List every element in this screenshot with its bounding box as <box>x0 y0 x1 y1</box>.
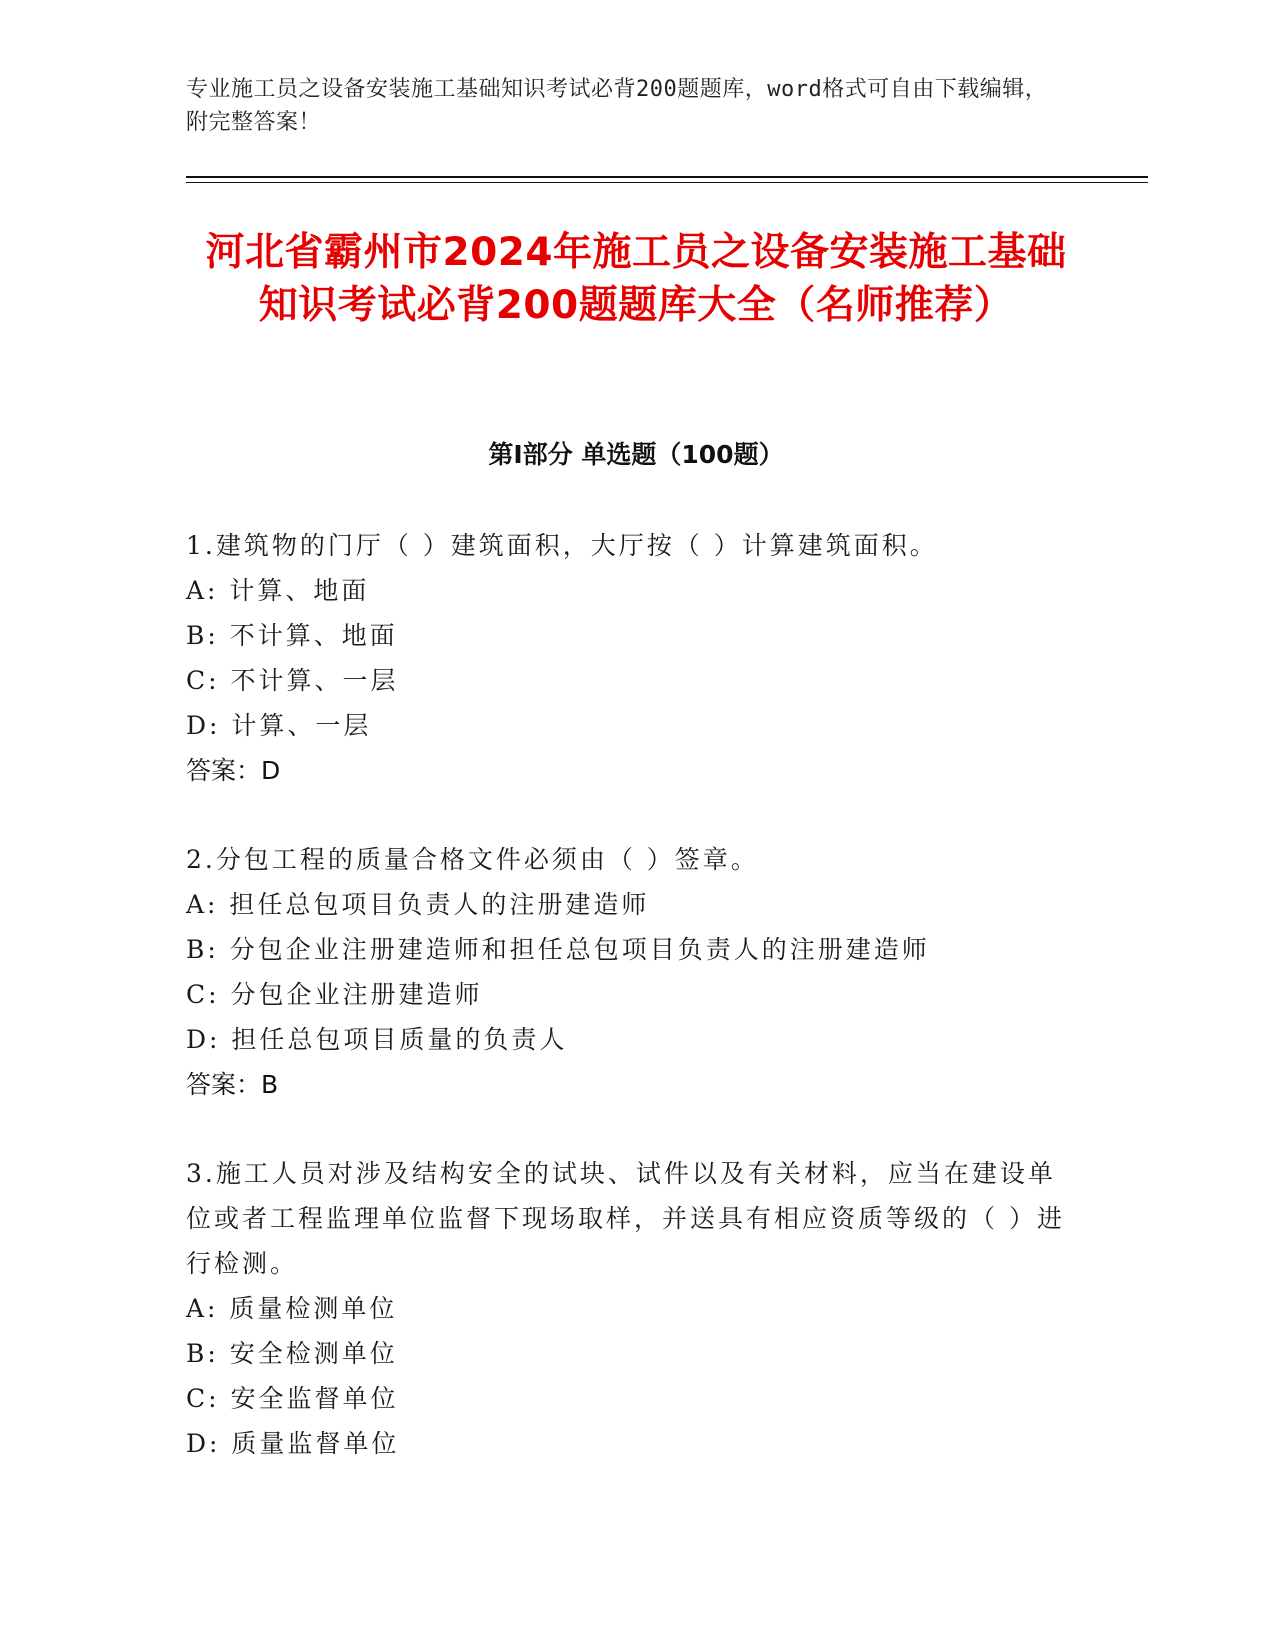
header-divider-thick <box>186 176 1148 178</box>
option-a: A: 担任总包项目负责人的注册建造师 <box>186 890 650 919</box>
option-a: A: 计算、地面 <box>186 576 370 605</box>
answer-line: 答案：D <box>186 756 281 785</box>
option-b: B: 不计算、地面 <box>186 621 398 650</box>
answer-line: 答案：B <box>186 1070 279 1099</box>
option-d: D: 担任总包项目质量的负责人 <box>186 1025 568 1054</box>
section-title: 第I部分 单选题（100题） <box>488 440 784 469</box>
question-stem: 1.建筑物的门厅（ ）建筑面积，大厅按（ ）计算建筑面积。 <box>186 531 938 560</box>
option-b: B: 分包企业注册建造师和担任总包项目负责人的注册建造师 <box>186 935 930 964</box>
option-d: D: 质量监督单位 <box>186 1429 400 1458</box>
option-c: C: 安全监督单位 <box>186 1384 399 1413</box>
question-stem: 2.分包工程的质量合格文件必须由（ ）签章。 <box>186 845 759 874</box>
question-item <box>186 837 1066 1107</box>
question-item <box>186 1151 1066 1466</box>
question-stem: 3.施工人员对涉及结构安全的试块、试件以及有关材料，应当在建设单位或者工程监理单位监督下现场取样，并送具有相应资质等级的（ ）进行检测。 <box>186 1159 1065 1278</box>
question-item <box>186 523 1066 793</box>
option-a: A: 质量检测单位 <box>186 1294 398 1323</box>
header-note: 专业施工员之设备安装施工基础知识考试必背200题题库，word格式可自由下载编辑，附完整答案！ <box>186 77 1048 135</box>
option-c: C: 分包企业注册建造师 <box>186 980 483 1009</box>
header-divider-thin <box>186 182 1148 183</box>
option-c: C: 不计算、一层 <box>186 666 399 695</box>
question-list <box>186 523 1066 1510</box>
option-d: D: 计算、一层 <box>186 711 372 740</box>
document-title: 河北省霸州市2024年施工员之设备安装施工基础知识考试必背200题题库大全（名师推荐） <box>205 230 1067 328</box>
option-b: B: 安全检测单位 <box>186 1339 398 1368</box>
